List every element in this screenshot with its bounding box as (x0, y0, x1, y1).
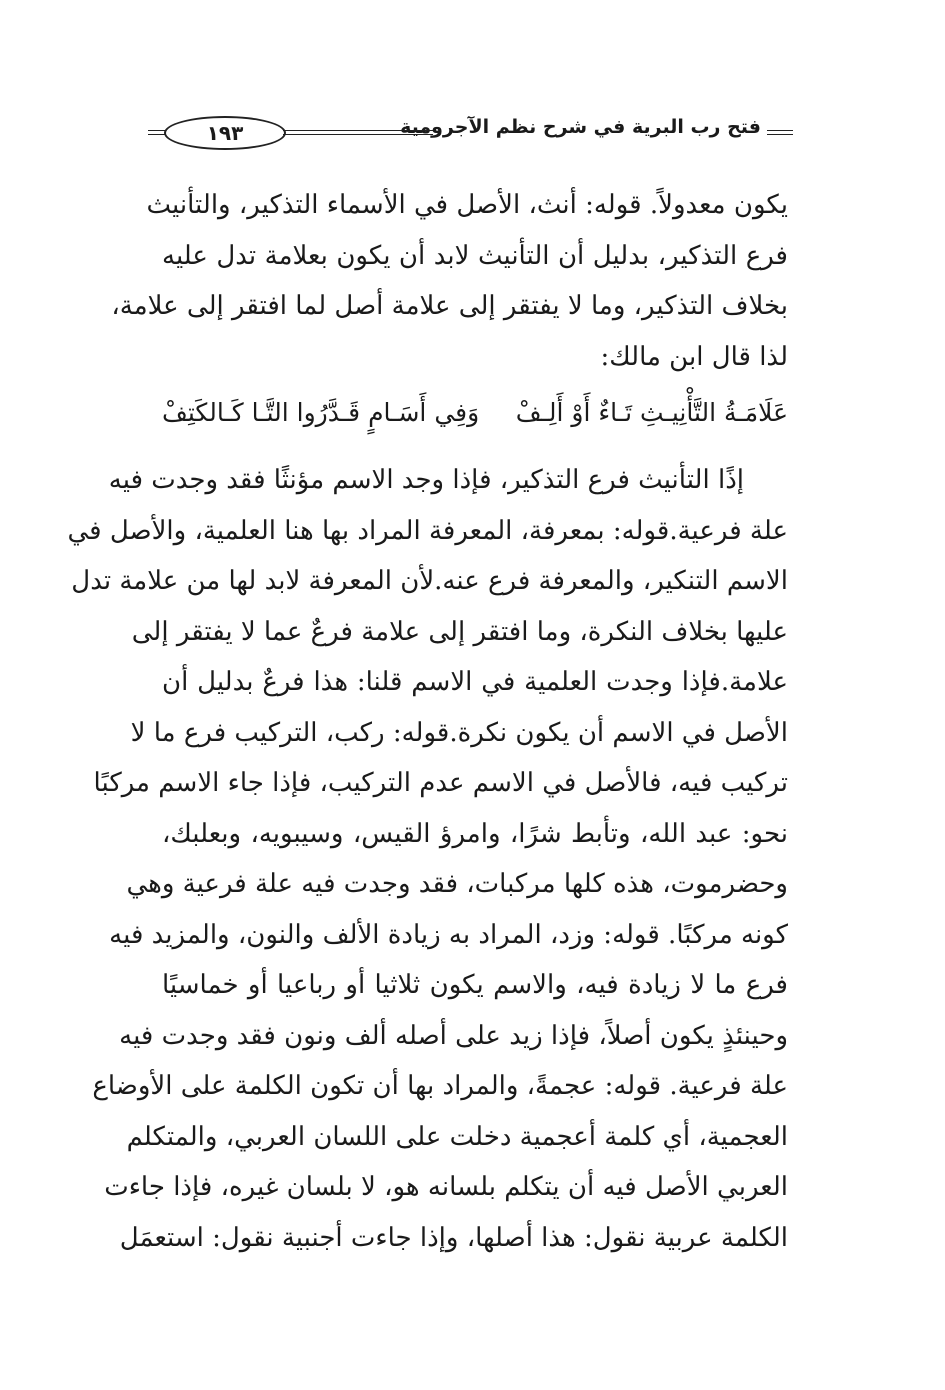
text-line: علة فرعية.قوله: بمعرفة، المعرفة المراد بها هنا العلمية، والأصل في (67, 515, 788, 546)
header-rule (148, 130, 166, 135)
text-line: الكلمة عربية نقول: هذا أصلها، وإذا جاءت أجنبية نقول: استعمَل (119, 1222, 788, 1253)
text-line: العجمية، أي كلمة أعجمية دخلت على اللسان العربي، والمتكلم (126, 1121, 788, 1152)
running-header (148, 110, 793, 154)
book-title: فتح رب البرية في شرح نظم الآجرومية (400, 116, 761, 138)
text-line: لذا قال ابن مالك: (600, 341, 788, 372)
text-line: نحو: عبد الله، وتأبط شرًا، وامرؤ القيس، وسيبويه، وبعلبك، (162, 818, 788, 849)
text-line: علامة.فإذا وجدت العلمية في الاسم قلنا: هذا فرعٌ بدليل أن (162, 667, 788, 697)
poetry-verse (162, 398, 788, 448)
text-line: تركيب فيه، فالأصل في الاسم عدم التركيب، فإذا جاء الاسم مركبًا (93, 768, 788, 798)
text-line: علة فرعية. قوله: عجمةً، والمراد بها أن تكون الكلمة على الأوضاع (92, 1071, 788, 1101)
text-line: فرع التذكير، بدليل أن التأنيث لابد أن يكون بعلامة تدل عليه (162, 240, 788, 271)
text-line: الأصل في الاسم أن يكون نكرة.قوله: ركب، التركيب فرع ما لا (130, 717, 788, 748)
text-line: يكون معدولاً. قوله: أنث، الأصل في الأسماء التذكير، والتأنيث (146, 190, 788, 220)
paragraph-2 (67, 455, 788, 1263)
text-line: وحضرموت، هذه كلها مركبات، فقد وجدت فيه علة فرعية وهي (126, 869, 788, 899)
text-line: إذًا التأنيث فرع التذكير، فإذا وجد الاسم مؤنثًا فقد وجدت فيه (108, 465, 744, 495)
header-rule (767, 130, 793, 135)
header-rule (283, 130, 433, 135)
text-line: العربي الأصل فيه أن يتكلم بلسانه هو، لا بلسان غيره، فإذا جاءت (104, 1172, 788, 1202)
verse-second-hemistich: وَفِي أَسَـامٍ قَـدَّرُوا التَّـا كَـالكَتِفْ (162, 398, 480, 427)
text-line: عليها بخلاف النكرة، وما افتقر إلى علامة فرعٌ عما لا يفتقر إلى (131, 616, 788, 647)
text-line: كونه مركبًا. قوله: وزد، المراد به زيادة الألف والنون، والمزيد فيه (109, 919, 788, 950)
text-line: وحينئذٍ يكون أصلاً، فإذا زيد على أصله ألف ونون فقد وجدت فيه (119, 1020, 788, 1051)
text-line: الاسم التنكير، والمعرفة فرع عنه.لأن المعرفة لابد لها من علامة تدل (71, 566, 788, 596)
text-line: بخلاف التذكير، وما لا يفتقر إلى علامة أصل لما افتقر إلى علامة، (111, 291, 788, 321)
paragraph-1 (111, 180, 788, 382)
text-line: فرع ما لا زيادة فيه، والاسم يكون ثلاثيا أو رباعيا أو خماسيًا (162, 970, 788, 1000)
page-number: ١٩٣ (164, 116, 286, 150)
verse-first-hemistich: عَلَامَـةُ التَّأْنِيـثِ تَـاءٌ أَوْ أَلِـفْ (515, 398, 788, 427)
